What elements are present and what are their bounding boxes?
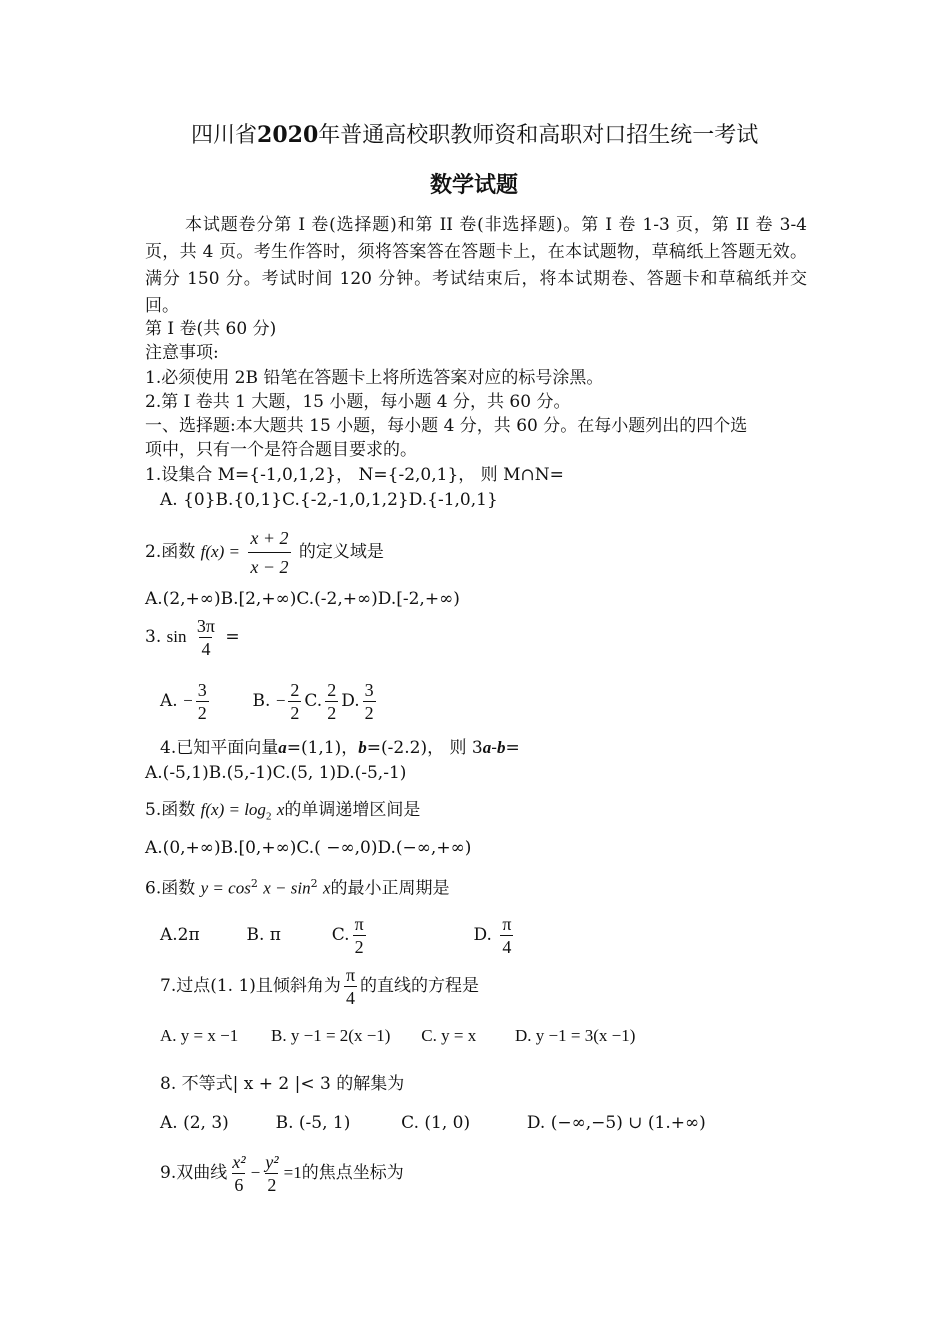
- q9-equals: =1: [283, 1163, 302, 1182]
- q2-denominator: x − 2: [248, 552, 290, 581]
- question-5-options: A.(0,+∞)B.[0,+∞)C.( −∞,0)D.(−∞,+∞): [145, 838, 472, 858]
- section1-heading: 第 I 卷(共 60 分): [145, 319, 277, 339]
- q9-numerator-1: x²: [232, 1152, 246, 1172]
- question-8-options: [160, 1112, 706, 1134]
- q3-option-c-label: C.: [304, 691, 323, 711]
- q3-prefix: 3.: [145, 627, 162, 647]
- q5-log-base: 2: [265, 810, 272, 823]
- q6-variable: x: [323, 878, 331, 898]
- q9-prefix: 9.双曲线: [160, 1163, 228, 1183]
- question-5-stem: [145, 799, 420, 827]
- q3-sin: sin: [166, 627, 187, 646]
- page-title: [191, 124, 758, 147]
- question-1-options: A. {0}B.{0,1}C.{-2,-1,0,1,2}D.{-1,0,1}: [160, 490, 498, 510]
- q3-option-d-fraction: [363, 679, 376, 724]
- page-subtitle: 数学试题: [430, 172, 519, 198]
- q6-option-c-den: 2: [354, 937, 364, 957]
- question-1-stem: 1.设集合 M={-1,0,1,2}， N={-2,0,1}， 则 M∩N=: [145, 465, 564, 485]
- q7-numerator: π: [345, 965, 356, 985]
- q9-fraction-2: [263, 1151, 280, 1196]
- q3-option-d-den: 2: [364, 703, 374, 723]
- q6-expression-start: y = cos: [200, 878, 251, 898]
- q3-equals: =: [225, 627, 240, 647]
- question-3-options: [160, 678, 379, 724]
- q9-denominator-1: 6: [234, 1175, 244, 1195]
- q3-option-a-den: 2: [197, 703, 207, 723]
- question-4-options: A.(-5,1)B.(5,-1)C.(5, 1)D.(-5,-1): [145, 763, 407, 783]
- q3-option-a-fraction: [196, 679, 209, 724]
- q6-option-d-num: π: [502, 914, 512, 934]
- q7-prefix: 7.过点(1. 1)且倾斜角为: [160, 976, 341, 996]
- q6-option-d-den: 4: [502, 937, 512, 957]
- q8-option-b: B. (-5, 1): [275, 1113, 351, 1133]
- q3-option-b-fraction: [288, 679, 301, 724]
- q7-option-c: C. y = x: [421, 1026, 477, 1045]
- q4-vector-b-2: b: [496, 738, 506, 757]
- question-4-stem: [160, 737, 520, 759]
- q6-option-b: B. π: [246, 925, 281, 945]
- q7-denominator: 4: [345, 988, 355, 1008]
- q6-option-c-fraction: [353, 913, 366, 958]
- question-8-stem: 8. 不等式| x + 2 |< 3 的解集为: [160, 1074, 405, 1094]
- q7-option-b: B. y −1 = 2(x −1): [271, 1026, 391, 1045]
- q3-numerator: 3π: [196, 616, 215, 636]
- question-6-options: [160, 912, 516, 958]
- q6-option-c-label: C.: [331, 925, 350, 945]
- question-7-stem: [160, 963, 479, 1009]
- q3-denominator: 4: [201, 639, 211, 659]
- q3-option-b-sign: −: [275, 691, 286, 710]
- q8-option-c: C. (1, 0): [401, 1113, 471, 1133]
- q3-option-b-num: 2: [290, 680, 300, 700]
- q8-option-a: A. (2, 3): [160, 1113, 229, 1133]
- q6-option-a: A.2π: [160, 925, 200, 945]
- q3-option-b-den: 2: [290, 703, 300, 723]
- q3-option-d-num: 3: [364, 680, 374, 700]
- notes-label: 注意事项:: [145, 343, 219, 363]
- question-2-options: A.(2,+∞)B.[2,+∞)C.(-2,+∞)D.[-2,+∞): [145, 589, 460, 609]
- q2-prefix: 2.函数: [145, 542, 196, 562]
- q2-suffix: 的定义域是: [298, 542, 384, 562]
- note-2: 2.第 I 卷共 1 大题，15 小题，每小题 4 分，共 60 分。: [145, 392, 571, 412]
- question-3-stem: [145, 614, 240, 660]
- q6-power-2: 2: [310, 877, 318, 890]
- question-7-options: [160, 1025, 635, 1047]
- title-prefix: 四川省: [191, 123, 258, 148]
- q2-fraction: [248, 524, 290, 581]
- q9-minus: −: [250, 1163, 261, 1182]
- title-year: 2020: [257, 122, 319, 148]
- q2-numerator: x + 2: [250, 528, 289, 548]
- q3-option-c-den: 2: [327, 703, 337, 723]
- note-1: 1.必须使用 2B 铅笔在答题卡上将所选答案对应的标号涂黑。: [145, 368, 604, 388]
- q6-option-d-label: D.: [473, 925, 492, 945]
- q6-option-c-num: π: [354, 914, 364, 934]
- q4-stem-end: =(-2.2)， 则 3: [366, 738, 483, 758]
- q5-prefix: 5.函数: [145, 800, 196, 820]
- q7-suffix: 的直线的方程是: [360, 976, 480, 996]
- q7-option-d: D. y −1 = 3(x −1): [515, 1026, 636, 1045]
- q7-fraction: [344, 964, 357, 1009]
- q9-fraction-1: [230, 1151, 247, 1196]
- instruction-line-2: 项中，只有一个是符合题目要求的。: [145, 440, 417, 460]
- question-2-stem: [145, 524, 384, 581]
- q9-numerator-2: y²: [265, 1152, 279, 1172]
- q6-prefix: 6.函数: [145, 878, 196, 899]
- q4-vector-a: a: [278, 738, 287, 757]
- q6-option-d-fraction: [500, 913, 513, 958]
- q4-stem-mid: =(1,1)，: [286, 738, 359, 758]
- q6-power-1: 2: [250, 877, 258, 890]
- q3-option-a-label: A.: [160, 691, 178, 711]
- q4-equals: =: [505, 738, 520, 758]
- q9-denominator-2: 2: [267, 1175, 277, 1195]
- q3-option-d-label: D.: [341, 691, 360, 711]
- q4-vector-b: b: [358, 738, 367, 757]
- q7-option-a: A. y = x −1: [160, 1026, 239, 1045]
- title-suffix: 年普通高校职教师资和高职对口招生统一考试: [318, 123, 759, 148]
- q3-option-a-sign: −: [183, 691, 193, 710]
- q3-fraction: [195, 615, 217, 660]
- q5-expression: f(x) = log: [200, 800, 266, 819]
- question-6-stem: [145, 873, 450, 900]
- q6-suffix: 的最小正周期是: [330, 878, 450, 899]
- q3-option-c-num: 2: [327, 680, 337, 700]
- q2-function: f(x) =: [200, 542, 240, 561]
- q3-option-b-label: B.: [252, 691, 271, 711]
- q5-suffix: 的单调递增区间是: [284, 800, 421, 820]
- q4-minus: -: [491, 738, 497, 758]
- q3-option-a-num: 3: [197, 680, 207, 700]
- q4-stem-start: 4.已知平面向量: [160, 738, 279, 758]
- q8-option-d: D. (−∞,−5) ∪ (1.+∞): [526, 1113, 706, 1133]
- intro-paragraph: 本试题卷分第 I 卷(选择题)和第 II 卷(非选择题)。第 I 卷 1-3 页，第 II 卷 3-4 页，共 4 页。考生作答时，须将答案答在答题卡上，在本试题物，草稿纸上答题无效。满分 150 分。考试时间 120 分钟。考试结束后，将本试期卷、答题卡和草稿纸并交回。: [145, 215, 807, 316]
- q5-variable: x: [276, 800, 285, 819]
- q6-expression-mid: x − sin: [263, 878, 311, 898]
- q3-option-c-fraction: [325, 679, 338, 724]
- question-9-stem: [160, 1150, 404, 1196]
- q9-suffix: 的焦点坐标为: [301, 1163, 404, 1183]
- q4-vector-a-2: a: [482, 738, 492, 757]
- instruction-line-1: 一、选择题:本大题共 15 小题，每小题 4 分，共 60 分。在每小题列出的四个选: [145, 416, 748, 436]
